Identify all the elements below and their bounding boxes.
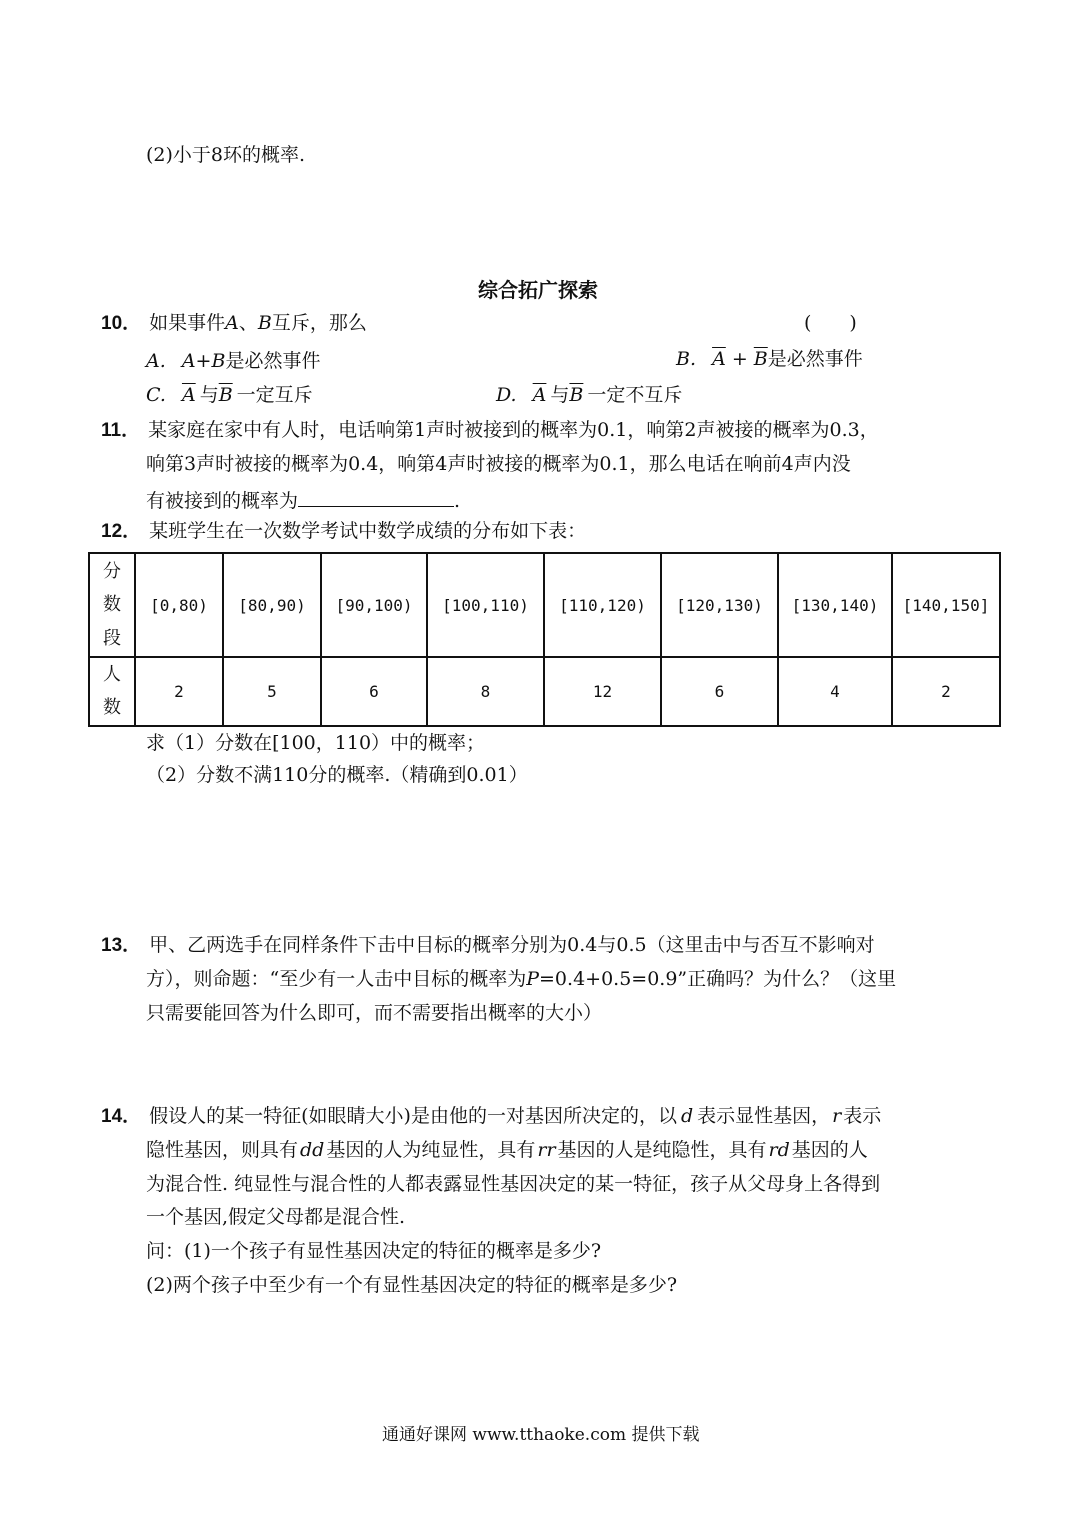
question-12-ask1: 求（1）分数在[100，110）中的概率；: [146, 732, 486, 754]
option-c: [146, 386, 313, 405]
table-cell: [110,120): [544, 553, 661, 657]
question-14-line3: 为混合性. 纯显性与混合性的人都表露显性基因决定的某一特征，孩子从父母身上各得到: [146, 1173, 881, 1195]
gene-symbol: rr: [537, 1139, 556, 1161]
score-distribution-table: [88, 552, 1001, 727]
table-cell: 2: [135, 657, 223, 726]
period: .: [454, 490, 461, 512]
question-14-line2: [146, 1141, 868, 1160]
question-11-line3: [146, 488, 460, 511]
table-cell: [130,140): [778, 553, 892, 657]
stem-text: 假设人的某一特征(如眼睛大小)是由他的一对基因所决定的，以: [149, 1105, 677, 1127]
stem-text: 互斥，那么: [271, 312, 367, 334]
section-title: 综合拓广探索: [478, 278, 598, 302]
event-a: A: [181, 350, 196, 372]
question-14-ask2: (2)两个孩子中至少有一个有显性基因决定的特征的概率是多少?: [146, 1274, 678, 1296]
question-12-ask2: （2）分数不满110分的概率.（精确到0.01）: [146, 764, 528, 786]
option-text: 是必然事件: [225, 350, 321, 372]
table-cell: 12: [544, 657, 661, 726]
gene-symbol: r: [832, 1105, 842, 1127]
question-number: 11．: [101, 420, 141, 441]
gene-symbol: dd: [300, 1139, 325, 1161]
table-cell: 4: [778, 657, 892, 726]
option-label: D.: [496, 384, 517, 406]
option-d: [496, 386, 682, 405]
separator: 、: [238, 312, 258, 334]
option-text: 是必然事件: [767, 348, 863, 370]
option-label: A.: [146, 350, 166, 372]
stem-text: 基因的人是纯隐性，具有: [557, 1139, 767, 1161]
question-12-line1: [101, 522, 586, 541]
row-header-text: 分 数 段: [103, 561, 121, 649]
question-14-line1: [101, 1107, 881, 1126]
row-header-text: 人 数: [103, 664, 121, 719]
stem-text: 甲、乙两选手在同样条件下击中目标的概率分别为0.4与0.5（这里击中与否互不影响对: [149, 934, 875, 956]
question-number: 14．: [101, 1106, 142, 1127]
stem-text: 基因的人为纯显性，具有: [326, 1139, 536, 1161]
gene-symbol: rd: [768, 1139, 790, 1161]
answer-paren: ( ): [804, 312, 857, 334]
option-text: 一定互斥: [236, 384, 313, 406]
question-13-line1: [101, 936, 875, 955]
table-cell: 6: [321, 657, 427, 726]
stem-text: 表示: [843, 1105, 882, 1127]
table-cell: [0,80): [135, 553, 223, 657]
stem-text: 基因的人: [791, 1139, 868, 1161]
probability-symbol: P: [526, 968, 540, 990]
question-13-line2: [146, 970, 896, 989]
table-cell: [100,110): [427, 553, 544, 657]
gene-symbol: d: [680, 1105, 694, 1127]
plus-sign: +: [725, 348, 754, 370]
conjunction: 与: [199, 384, 219, 406]
option-a: [146, 352, 320, 371]
option-label: B.: [676, 348, 697, 370]
option-b: [676, 350, 863, 369]
row-header-score-range: [89, 553, 135, 657]
conjunction: 与: [550, 384, 570, 406]
table-cell: [140,150]: [892, 553, 1000, 657]
plus-sign: +: [195, 350, 212, 372]
answer-blank[interactable]: [298, 488, 454, 507]
event-b: B: [257, 312, 272, 334]
question-number: 12．: [101, 521, 142, 542]
question-11-line2: 响第3声时被接的概率为0.4，响第4声时被接的概率为0.1，那么电话在响前4声内没: [146, 453, 851, 475]
question-number: 10．: [101, 313, 142, 334]
table-cell: 2: [892, 657, 1000, 726]
complement-b: $\overline{B}$: [569, 384, 584, 406]
table-cell: [80,90): [223, 553, 321, 657]
question-14-line4: 一个基因,假定父母都是混合性.: [146, 1206, 406, 1228]
table-cell: 5: [223, 657, 321, 726]
event-b: B: [211, 350, 226, 372]
row-header-count: [89, 657, 135, 726]
option-text: 一定不互斥: [587, 384, 683, 406]
question-14-ask1: 问：(1)一个孩子有显性基因决定的特征的概率是多少?: [146, 1240, 602, 1262]
question-13-line3: 只需要能回答为什么即可，而不需要指出概率的大小）: [146, 1002, 603, 1024]
stem-text: 方），则命题：“至少有一人击中目标的概率为: [146, 968, 527, 990]
event-a: A: [225, 312, 239, 334]
stem-text: 某家庭在家中有人时，电话响第1声时被接到的概率为0.1，响第2声被接的概率为0.3，: [148, 419, 879, 441]
stem-text: 表示显性基因，: [697, 1105, 831, 1127]
stem-text: 隐性基因，则具有: [146, 1139, 299, 1161]
complement-a: $\overline{A}$: [532, 384, 547, 406]
table-cell: 8: [427, 657, 544, 726]
complement-b: $\overline{B}$: [218, 384, 233, 406]
complement-a: $\overline{A}$: [181, 384, 196, 406]
question-11-line1: [101, 421, 879, 440]
table-cell: [120,130): [661, 553, 778, 657]
complement-b: $\overline{B}$: [753, 348, 768, 370]
stem-text: =0.4+0.5=0.9”正确吗？为什么？（这里: [539, 968, 897, 990]
table-row-counts: [89, 657, 1000, 726]
footer-text: 通通好课网 www.tthaoke.com 提供下载: [382, 1425, 700, 1445]
prev-question-part2: (2)小于8环的概率.: [146, 144, 306, 166]
question-number: 13．: [101, 935, 142, 956]
stem-text: 有被接到的概率为: [146, 490, 299, 512]
option-label: C.: [146, 384, 166, 406]
complement-a: $\overline{A}$: [712, 348, 726, 370]
table-cell: [90,100): [321, 553, 427, 657]
question-10-stem: [101, 314, 367, 333]
table-cell: 6: [661, 657, 778, 726]
stem-text: 如果事件: [149, 312, 226, 334]
stem-text: 某班学生在一次数学考试中数学成绩的分布如下表：: [149, 520, 587, 542]
table-row-ranges: [89, 553, 1000, 657]
